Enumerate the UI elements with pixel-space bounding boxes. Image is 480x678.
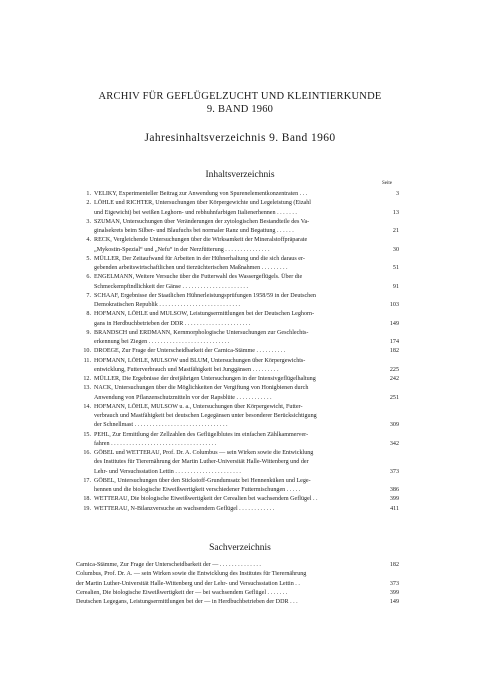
entry-text-line: WETTERAU, Die biologische Eiweißwertigkeit der Cerealien bei wachsendem Geflügel . . bbox=[94, 496, 318, 503]
contents-entry bbox=[76, 218, 399, 237]
entry-text-line: NACK, Untersuchungen über die Möglichkeiten der Vergiftung von Honigbienen durch bbox=[94, 385, 309, 392]
entry-text-line: „Mykostin-Spezial“ und „Nefu“ in der Nerzfütterung . . . . . . . . . . . . . . . bbox=[94, 246, 270, 253]
page-number: 182 bbox=[389, 562, 399, 568]
journal-title: ARCHIV FÜR GEFLÜGELZUCHT UND KLEINTIERKUNDE bbox=[98, 91, 382, 102]
contents-entry bbox=[76, 477, 399, 496]
document-title: Jahresinhaltsverzeichnis 9. Band 1960 bbox=[144, 132, 336, 144]
entry-text-line: Lehr- und Versuchsstation Lettin . . . . . . . . . . . . . . . . . . . . . . bbox=[94, 468, 241, 475]
entry-text-line: fahren . . . . . . . . . . . . . . . . . . . . . . . . . . . . . . . . . . . bbox=[94, 440, 217, 447]
entry-text-line: LÖHLE und RICHTER, Untersuchungen über Körpergewichte und Legeleistung (Eizahl bbox=[94, 200, 312, 207]
entry-number: 11. bbox=[83, 357, 91, 364]
contents-entry bbox=[76, 384, 399, 403]
page-number: 411 bbox=[390, 505, 399, 512]
entry-number: 3. bbox=[86, 218, 91, 225]
page-number: 242 bbox=[389, 376, 399, 382]
page-number: 51 bbox=[392, 265, 399, 271]
page-number: 399 bbox=[389, 589, 399, 596]
entry-text-line: Anwendung von Pflanzenschutzmitteln vor der Rapsblüte . . . . . . . . . . . . bbox=[94, 394, 272, 401]
subject-index-heading: Sachverzeichnis bbox=[209, 543, 271, 553]
contents-entry bbox=[76, 431, 399, 450]
index-entry bbox=[76, 570, 399, 589]
entry-text-line: Schmeckempfindlichkeit der Gänse . . . . . . . . . . . . . . . . . . . . . . bbox=[94, 283, 249, 290]
entry-text-line: MÜLLER, Die Ergebnisse der dreijährigen Untersuchungen in der Intensivgeflügelhaltung bbox=[94, 376, 316, 382]
contents-entry bbox=[76, 236, 399, 255]
entry-text-line: ginalsekrets beim Silber- und Blaufuchs bei normaler Ranz und Begattung . . . . . . bbox=[94, 228, 294, 234]
entry-text-line: HOFMANN, LÖHLE, MULSOW und BLUM, Untersuchungen über Körpergewichts- bbox=[94, 357, 306, 364]
contents-entry bbox=[76, 449, 399, 477]
entry-text-line: HOFMANN, LÖHLE und MULSOW, Leistungsermittlungen bei der Deutschen Leghorn- bbox=[94, 311, 315, 318]
entry-number: 14. bbox=[83, 403, 91, 410]
entry-text-line: erkennung bei Ziegen . . . . . . . . . . . . . . . . . . . . . . . . . . . bbox=[94, 339, 230, 345]
page-number: 399 bbox=[389, 496, 399, 503]
contents-entry bbox=[76, 190, 399, 199]
entry-text-line: hennen und die biologische Eiweißwertigkeit verschiedener Futtermischungen . . . . . bbox=[94, 487, 301, 493]
entry-number: 2. bbox=[86, 200, 91, 207]
page-number: 373 bbox=[389, 468, 399, 475]
entry-number: 6. bbox=[86, 274, 91, 281]
entry-text-line: ENGELMANN, Weitere Versuche über die Futterwahl des Wassergeflügels. Über die bbox=[94, 274, 303, 281]
entry-text-line: HOFMANN, LÖHLE, MULSOW u. a., Untersuchungen über Körpergewicht, Futter- bbox=[94, 403, 303, 410]
page-number: 103 bbox=[389, 302, 399, 308]
entry-text-line: Demokratischen Republik . . . . . . . . . . . . . . . . . . . . . . . . . . . bbox=[94, 302, 241, 308]
entry-text-line: RECK, Vergleichende Untersuchungen über die Wirksamkeit der Mineralstoffpräparate bbox=[94, 237, 308, 244]
entry-text-line: WETTERAU, N-Bilanzversuche an wachsendem Geflügel . . . . . . . . . . . . bbox=[94, 505, 275, 512]
contents-entry bbox=[76, 347, 399, 356]
page-number: 251 bbox=[389, 394, 399, 401]
contents-entry bbox=[76, 310, 399, 329]
entry-text-line: SZUMAN, Untersuchungen über Veränderungen der zytologischen Bestandteile des Va- bbox=[94, 218, 310, 225]
entry-number: 19. bbox=[83, 505, 91, 512]
entry-text-line: des Institutes für Tierernährung der Martin Luther-Universität Halle-Wittenberg und der bbox=[94, 459, 309, 466]
entry-number: 15. bbox=[83, 431, 91, 438]
contents-entry bbox=[76, 273, 399, 292]
entry-text-line: SCHAAF, Ergebnisse der Staatlichen Hühnerleistungsprüfungen 1958/59 in der Deutschen bbox=[94, 292, 316, 299]
entry-text-line: PEHL, Zur Ermittlung der Zellzahlen des Geflügelblutes im einfachen Zählkammerver- bbox=[94, 431, 309, 438]
entry-text-line: gans in Herdbuchbetrieben der DDR . . . . . . . . . . . . . . . . . . . . . . bbox=[94, 320, 251, 327]
entry-text-line: MÜLLER, Der Zeitaufwand für Arbeiten in der Hühnerhaltung und die sich daraus er- bbox=[94, 255, 305, 262]
entry-text-line: VELIKY, Experimenteller Beitrag zur Anwendung von Spurenelementkonzentraten . . . bbox=[94, 191, 308, 197]
entry-text-line: Deutschen Legegans, Leistungsermittlungen bei der — in Herdbuchbetrieben der DDR . . . bbox=[76, 599, 298, 605]
entry-text-line: GÖBEL, Untersuchungen über den Stickstoff-Grundumsatz bei Hennenküken und Lege- bbox=[94, 477, 311, 484]
entry-text-line: Carnica-Stämme, Zur Frage der Unterscheidbarkeit der — . . . . . . . . . . . . . . bbox=[76, 562, 261, 568]
entry-text-line: Columbus, Prof. Dr. A. — sein Wirken sowie die Entwicklung des Institutes für Tierernährung bbox=[76, 571, 307, 578]
entry-text-line: und Eigewicht) bei weißen Leghorn- und rebhuhnfarbigen Italienerhennen . . . . . . . bbox=[94, 209, 297, 216]
index-entry bbox=[76, 589, 399, 598]
entry-text-line: GÖBEL und WETTERAU, Prof. Dr. A. Columbus — sein Wirken sowie die Entwicklung bbox=[94, 450, 314, 456]
contents-entry bbox=[76, 403, 399, 431]
entry-text-line: entwicklung, Futterverbrauch und Mastfähigkeit bei Junggänsen . . . . . . . . . bbox=[94, 366, 279, 373]
page-number: 386 bbox=[389, 487, 399, 493]
page-number: 21 bbox=[392, 228, 399, 234]
entry-number: 10. bbox=[83, 348, 91, 355]
volume-label: 9. BAND 1960 bbox=[206, 104, 274, 115]
entry-number: 17. bbox=[83, 477, 91, 484]
index-entry bbox=[76, 561, 399, 570]
page-number: 91 bbox=[392, 283, 399, 290]
entry-number: 13. bbox=[83, 385, 91, 392]
page-number: 182 bbox=[389, 348, 399, 355]
contents-heading: Inhaltsverzeichnis bbox=[205, 170, 275, 180]
contents-entry bbox=[76, 292, 399, 311]
contents-entry bbox=[76, 329, 399, 348]
entry-text-line: DROEGE, Zur Frage der Unterscheidbarkeit der Carnica-Stämme . . . . . . . . . . bbox=[94, 348, 286, 355]
entry-number: 9. bbox=[86, 329, 91, 336]
contents-entry bbox=[76, 495, 399, 504]
entry-number: 18. bbox=[83, 496, 91, 503]
page-column-label: Seite bbox=[382, 181, 392, 186]
page-number: 342 bbox=[389, 440, 399, 447]
page-number: 174 bbox=[389, 339, 399, 345]
contents-entry bbox=[76, 505, 399, 514]
index-entry bbox=[76, 598, 399, 607]
entry-number: 4. bbox=[86, 237, 91, 244]
contents-entry bbox=[76, 255, 399, 274]
page-number: 149 bbox=[389, 599, 399, 605]
page-number: 13 bbox=[392, 209, 399, 216]
page-number: 225 bbox=[389, 366, 399, 373]
entry-text-line: verbrauch und Mastfähigkeit bei deutschen Legegänsen unter besonderer Berücksichtigung bbox=[94, 413, 317, 419]
entry-number: 1. bbox=[86, 191, 91, 197]
entry-number: 12. bbox=[83, 376, 91, 382]
page-number: 149 bbox=[389, 320, 399, 327]
entry-number: 16. bbox=[83, 450, 91, 456]
entry-text-line: gebenden arbeitswirtschaftlichen und tierzüchterischen Maßnahmen . . . . . . . . . bbox=[94, 265, 288, 271]
entry-text-line: der Martin Luther-Universität Halle-Wittenberg und der Lehr- und Versuchsstation Lettin . . bbox=[76, 580, 300, 587]
entry-text-line: der Schnellmast . . . . . . . . . . . . . . . . . . . . . . . . . . . . . . . bbox=[94, 422, 228, 429]
contents-list bbox=[76, 190, 399, 514]
entry-number: 7. bbox=[86, 292, 91, 299]
contents-entry bbox=[76, 199, 399, 218]
contents-entry bbox=[76, 375, 399, 384]
page-number: 30 bbox=[392, 246, 399, 253]
page-number: 309 bbox=[389, 422, 399, 429]
page-number: 3 bbox=[395, 191, 399, 197]
entry-number: 8. bbox=[86, 311, 91, 318]
subject-index-list bbox=[76, 561, 399, 607]
contents-entry bbox=[76, 357, 399, 376]
entry-text-line: Cerealien, Die biologische Eiweißwertigkeit der — bei wachsendem Geflügel . . . . . . . bbox=[76, 589, 288, 596]
page-number: 373 bbox=[389, 580, 399, 587]
entry-text-line: BRANDSCH und ERDMANN, Kernmorphologische Untersuchungen zur Geschlechts- bbox=[94, 329, 309, 336]
entry-number: 5. bbox=[86, 255, 91, 262]
